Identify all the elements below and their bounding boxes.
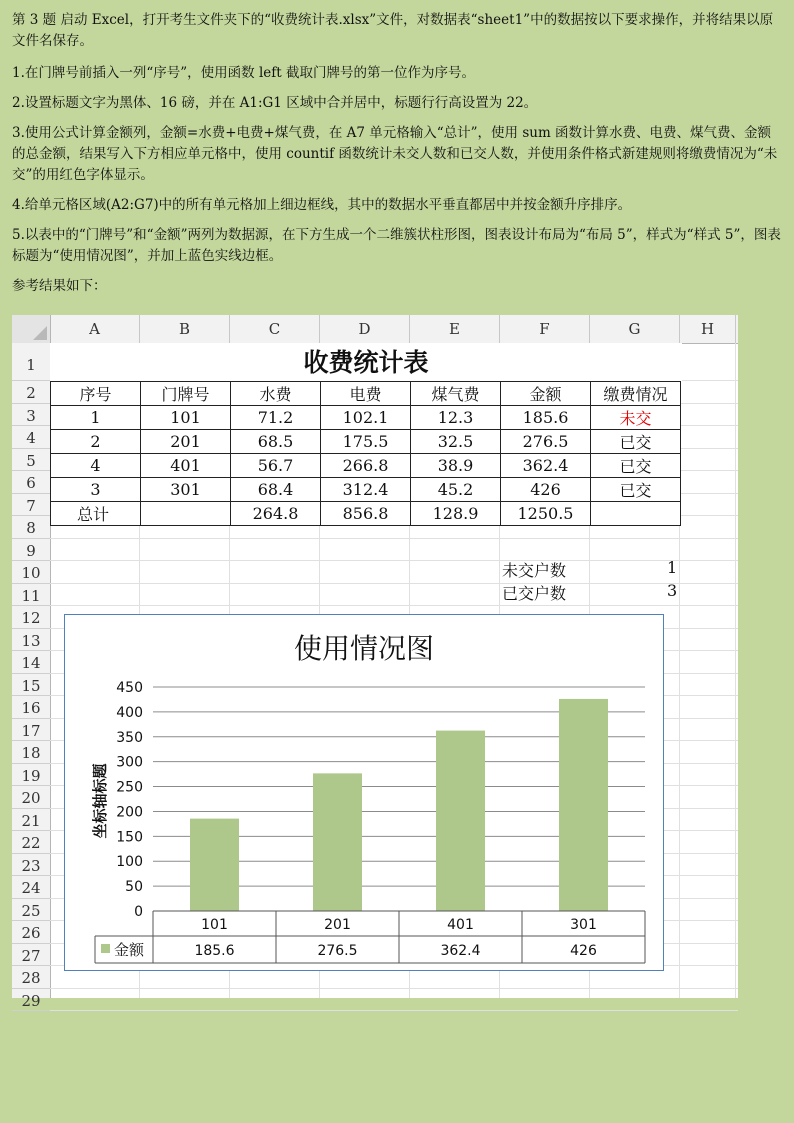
- total-cell[interactable]: 264.8: [231, 502, 321, 526]
- column-header-d[interactable]: D: [320, 315, 410, 343]
- table-cell[interactable]: 276.5: [501, 430, 591, 454]
- row-header-bar: [12, 343, 51, 1010]
- y-axis-title: 坐标轴标题: [91, 763, 109, 839]
- column-header-e[interactable]: E: [410, 315, 500, 343]
- row-header-25[interactable]: 25: [12, 899, 50, 922]
- table-cell[interactable]: 32.5: [411, 430, 501, 454]
- select-all-icon: [33, 326, 47, 340]
- table-cell[interactable]: 101: [141, 406, 231, 430]
- table-cell[interactable]: [591, 502, 681, 526]
- legend-label: 金额: [114, 941, 145, 959]
- table-cell[interactable]: 3: [51, 478, 141, 502]
- header-cell[interactable]: 门牌号: [141, 382, 231, 406]
- row-header-22[interactable]: 22: [12, 831, 50, 854]
- row-header-27[interactable]: 27: [12, 944, 50, 967]
- table-row: [51, 406, 681, 430]
- reference-label: 参考结果如下：: [12, 278, 107, 294]
- requirement-1: 1.在门牌号前插入一列“序号”，使用函数 left 截取门牌号的第一位作为序号。: [12, 65, 475, 81]
- row-header-23[interactable]: 23: [12, 854, 50, 877]
- row-header-15[interactable]: 15: [12, 674, 50, 697]
- row-header-17[interactable]: 17: [12, 719, 50, 742]
- table-cell[interactable]: 102.1: [321, 406, 411, 430]
- unpaid-count-value[interactable]: 1: [667, 558, 678, 577]
- y-tick-label: 150: [116, 829, 143, 846]
- category-label: 101: [201, 917, 228, 933]
- category-label: 401: [447, 917, 474, 933]
- table-cell[interactable]: 68.4: [231, 478, 321, 502]
- table-row: [51, 430, 681, 454]
- chart-title: 使用情况图: [293, 632, 435, 665]
- y-tick-label: 0: [134, 904, 143, 920]
- row-header-13[interactable]: 13: [12, 629, 50, 652]
- question-text: [12, 10, 784, 306]
- column-header-g[interactable]: G: [590, 315, 680, 343]
- requirement-5: 5.以表中的“门牌号”和“金额”两列为数据源，在下方生成一个二维簇状柱形图，图表设计布局为“布局 5”，样式为“样式 5”，图表标题为“使用情况图”，并加上蓝色实线边框。: [12, 227, 781, 264]
- header-cell[interactable]: 金额: [501, 382, 591, 406]
- usage-chart[interactable]: [64, 614, 664, 971]
- table-cell[interactable]: 301: [141, 478, 231, 502]
- sheet-title[interactable]: 收费统计表: [50, 343, 682, 381]
- row-header-11[interactable]: 11: [12, 584, 50, 607]
- chart-canvas: [65, 615, 663, 970]
- column-header-b[interactable]: B: [140, 315, 230, 343]
- row-header-6[interactable]: 6: [12, 471, 50, 494]
- status-cell[interactable]: 已交: [591, 454, 681, 478]
- row-header-1[interactable]: 1: [12, 343, 50, 381]
- question-intro: 第 3 题 启动 Excel，打开考生文件夹下的“收费统计表.xlsx”文件，对数据表“sheet1”中的数据按以下要求操作，并将结果以原文件名保存。: [12, 12, 774, 49]
- category-label: 201: [324, 917, 351, 933]
- row-header-12[interactable]: 12: [12, 606, 50, 629]
- grid-line: [50, 1010, 738, 1011]
- total-cell[interactable]: 128.9: [411, 502, 501, 526]
- row-header-8[interactable]: 8: [12, 516, 50, 539]
- row-header-9[interactable]: 9: [12, 539, 50, 562]
- column-header-c[interactable]: C: [230, 315, 320, 343]
- header-cell[interactable]: 电费: [321, 382, 411, 406]
- y-tick-label: 400: [116, 704, 143, 721]
- data-label: 185.6: [194, 943, 235, 959]
- table-cell[interactable]: [141, 502, 231, 526]
- table-cell[interactable]: 362.4: [501, 454, 591, 478]
- legend-key: [101, 944, 110, 953]
- grid-line: [50, 583, 738, 584]
- table-cell[interactable]: 71.2: [231, 406, 321, 430]
- row-header-14[interactable]: 14: [12, 651, 50, 674]
- table-cell[interactable]: 266.8: [321, 454, 411, 478]
- header-cell[interactable]: 缴费情况: [591, 382, 681, 406]
- row-header-29[interactable]: 29: [12, 989, 50, 1012]
- status-cell-unpaid[interactable]: 未交: [591, 406, 681, 430]
- table-cell[interactable]: 426: [501, 478, 591, 502]
- row-header-24[interactable]: 24: [12, 876, 50, 899]
- y-tick-label: 350: [116, 729, 143, 746]
- paid-count-value[interactable]: 3: [667, 581, 678, 600]
- data-table: [50, 381, 681, 526]
- bar-301: [559, 699, 608, 911]
- column-header-a[interactable]: A: [50, 315, 140, 343]
- table-cell[interactable]: 175.5: [321, 430, 411, 454]
- requirement-4: 4.给单元格区域(A2:G7)中的所有单元格加上细边框线，其中的数据水平垂直都居中并按金额升序排序。: [12, 197, 632, 213]
- requirement-2: 2.设置标题文字为黑体、16 磅，并在 A1:G1 区域中合并居中，标题行行高设置为 22。: [12, 95, 538, 111]
- y-tick-label: 300: [116, 754, 143, 771]
- table-cell[interactable]: 12.3: [411, 406, 501, 430]
- select-all-corner[interactable]: [12, 315, 51, 343]
- y-tick-label: 200: [116, 804, 143, 821]
- total-cell[interactable]: 856.8: [321, 502, 411, 526]
- y-tick-label: 100: [116, 854, 143, 871]
- row-header-26[interactable]: 26: [12, 921, 50, 944]
- spreadsheet: [12, 315, 738, 1010]
- bar-201: [313, 773, 362, 911]
- row-header-19[interactable]: 19: [12, 764, 50, 787]
- status-cell[interactable]: 已交: [591, 478, 681, 502]
- table-cell[interactable]: 312.4: [321, 478, 411, 502]
- y-tick-label: 450: [116, 680, 143, 696]
- grid-line: [50, 988, 738, 989]
- row-header-7[interactable]: 7: [12, 494, 50, 517]
- header-cell[interactable]: 水费: [231, 382, 321, 406]
- header-row: [51, 382, 681, 406]
- table-row: [51, 454, 681, 478]
- row-header-2[interactable]: 2: [12, 381, 50, 404]
- row-header-20[interactable]: 20: [12, 786, 50, 809]
- total-cell[interactable]: 1250.5: [501, 502, 591, 526]
- table-cell[interactable]: 185.6: [501, 406, 591, 430]
- table-cell[interactable]: 38.9: [411, 454, 501, 478]
- row-header-18[interactable]: 18: [12, 741, 50, 764]
- y-tick-label: 50: [125, 879, 143, 896]
- requirement-3: 3.使用公式计算金额列，金额=水费+电费+煤气费，在 A7 单元格输入“总计”，使用 sum 函数计算水费、电费、煤气费、金额的总金额，结果写入下方相应单元格中，使用 countif 函数统计未交人数和已交人数，并使用条件格式新建规则将缴费情况为“未交”的用红色字体显示。: [12, 125, 778, 183]
- table-cell[interactable]: 1: [51, 406, 141, 430]
- table-cell[interactable]: 4: [51, 454, 141, 478]
- column-header-bar: [12, 315, 738, 344]
- paid-count-label[interactable]: 已交户数: [502, 584, 567, 603]
- bar-401: [436, 731, 485, 911]
- row-header-3[interactable]: 3: [12, 404, 50, 427]
- grid-line: [735, 343, 736, 998]
- column-header-f[interactable]: F: [500, 315, 590, 343]
- row-header-5[interactable]: 5: [12, 449, 50, 472]
- data-label: 426: [570, 943, 597, 959]
- bar-101: [190, 819, 239, 911]
- table-cell[interactable]: 2: [51, 430, 141, 454]
- row-header-4[interactable]: 4: [12, 426, 50, 449]
- header-cell[interactable]: 序号: [51, 382, 141, 406]
- grid-line: [50, 560, 738, 561]
- row-header-10[interactable]: 10: [12, 561, 50, 584]
- table-cell[interactable]: 68.5: [231, 430, 321, 454]
- unpaid-count-label[interactable]: 未交户数: [502, 561, 567, 580]
- table-row: [51, 478, 681, 502]
- data-label: 362.4: [440, 943, 481, 959]
- grid-line: [50, 538, 738, 539]
- header-cell[interactable]: 煤气费: [411, 382, 501, 406]
- total-row: [51, 502, 681, 526]
- table-cell[interactable]: 45.2: [411, 478, 501, 502]
- total-label-cell[interactable]: 总计: [51, 502, 141, 526]
- grid-line: [50, 605, 738, 606]
- row-header-21[interactable]: 21: [12, 809, 50, 832]
- category-label: 301: [570, 917, 597, 933]
- table-cell[interactable]: 401: [141, 454, 231, 478]
- y-tick-label: 250: [116, 779, 143, 796]
- table-cell[interactable]: 201: [141, 430, 231, 454]
- row-header-16[interactable]: 16: [12, 696, 50, 719]
- table-cell[interactable]: 56.7: [231, 454, 321, 478]
- data-label: 276.5: [317, 943, 358, 959]
- row-header-28[interactable]: 28: [12, 966, 50, 989]
- status-cell[interactable]: 已交: [591, 430, 681, 454]
- column-header-h[interactable]: H: [680, 315, 736, 343]
